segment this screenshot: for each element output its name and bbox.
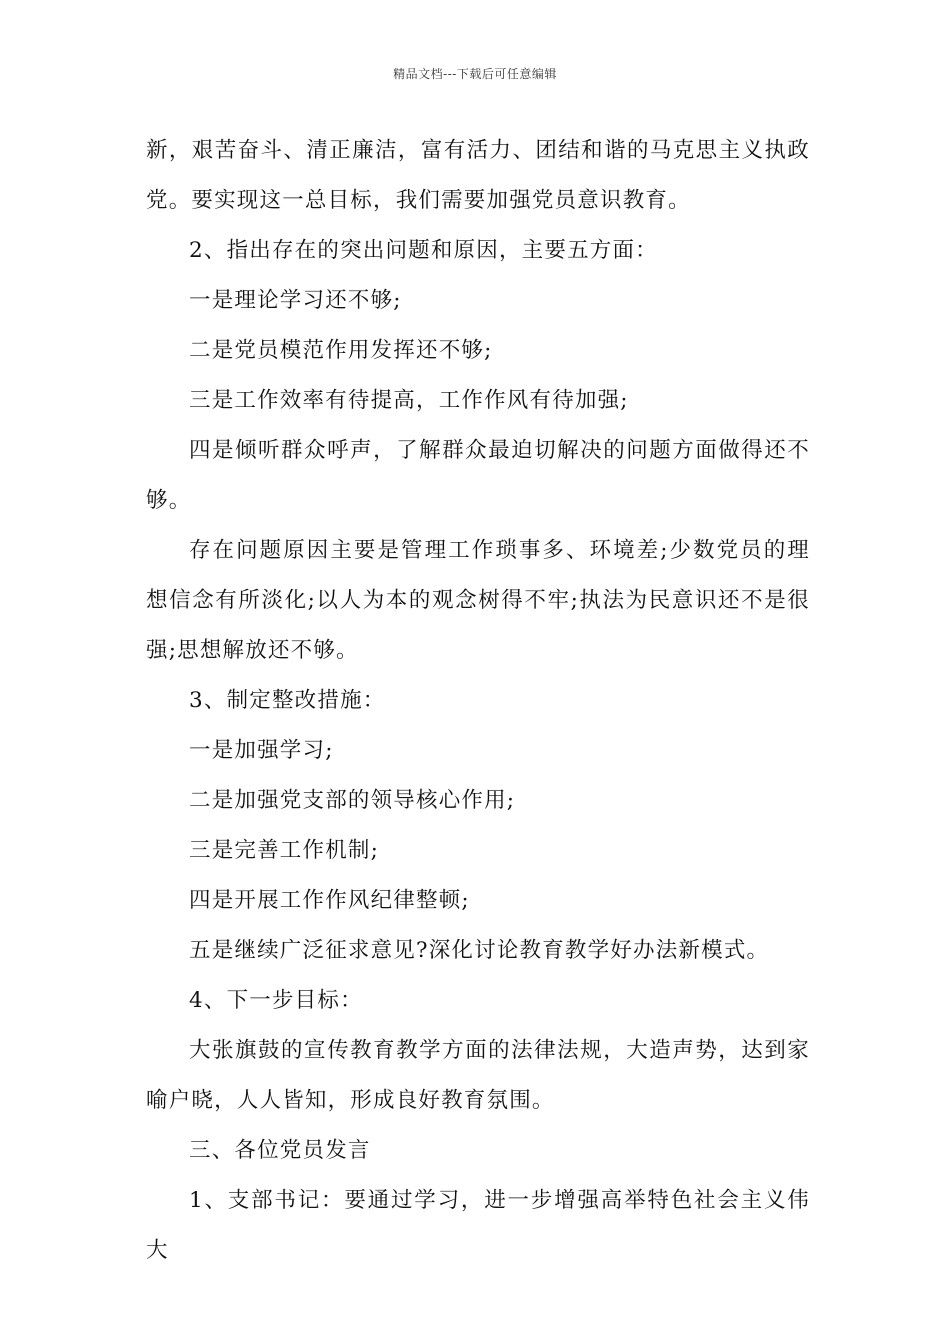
paragraph-3: 一是理论学习还不够; bbox=[189, 288, 402, 313]
paragraph-8: 3、制定整改措施： bbox=[189, 688, 386, 713]
paragraph-14: 4、下一步目标： bbox=[189, 988, 363, 1013]
paragraph-12: 四是开展工作作风纪律整顿; bbox=[189, 888, 470, 913]
paragraph-5: 三是工作效率有待提高，工作作风有待加强; bbox=[189, 388, 629, 413]
paragraph-7: 存在问题原因主要是管理工作琐事多、环境差;少数党员的理想信念有所淡化;以人为本的观念树得不牢;执法为民意识还不是很强;思想解放还不够。 bbox=[146, 538, 810, 663]
page-header: 精品文档---下载后可任意编辑 bbox=[393, 67, 557, 81]
paragraph-6: 四是倾听群众呼声，了解群众最迫切解决的问题方面做得还不够。 bbox=[146, 438, 810, 513]
paragraph-15: 大张旗鼓的宣传教育教学方面的法律法规，大造声势，达到家喻户晓，人人皆知，形成良好教育氛围。 bbox=[146, 1038, 810, 1113]
paragraph-1: 新，艰苦奋斗、清正廉洁，富有活力、团结和谐的马克思主义执政党。要实现这一总目标，我们需要加强党员意识教育。 bbox=[146, 138, 810, 213]
paragraph-10: 二是加强党支部的领导核心作用; bbox=[189, 788, 516, 813]
paragraph-2: 2、指出存在的突出问题和原因，主要五方面： bbox=[189, 238, 658, 263]
paragraph-11: 三是完善工作机制; bbox=[189, 838, 380, 863]
paragraph-13: 五是继续广泛征求意见?深化讨论教育教学好办法新模式。 bbox=[189, 938, 770, 963]
paragraph-4: 二是党员模范作用发挥还不够; bbox=[189, 338, 493, 363]
paragraph-16: 三、各位党员发言 bbox=[189, 1138, 371, 1163]
paragraph-9: 一是加强学习; bbox=[189, 738, 334, 763]
paragraph-17: 1、支部书记：要通过学习，进一步增强高举特色社会主义伟大 bbox=[146, 1188, 810, 1263]
document-body bbox=[146, 126, 810, 1276]
